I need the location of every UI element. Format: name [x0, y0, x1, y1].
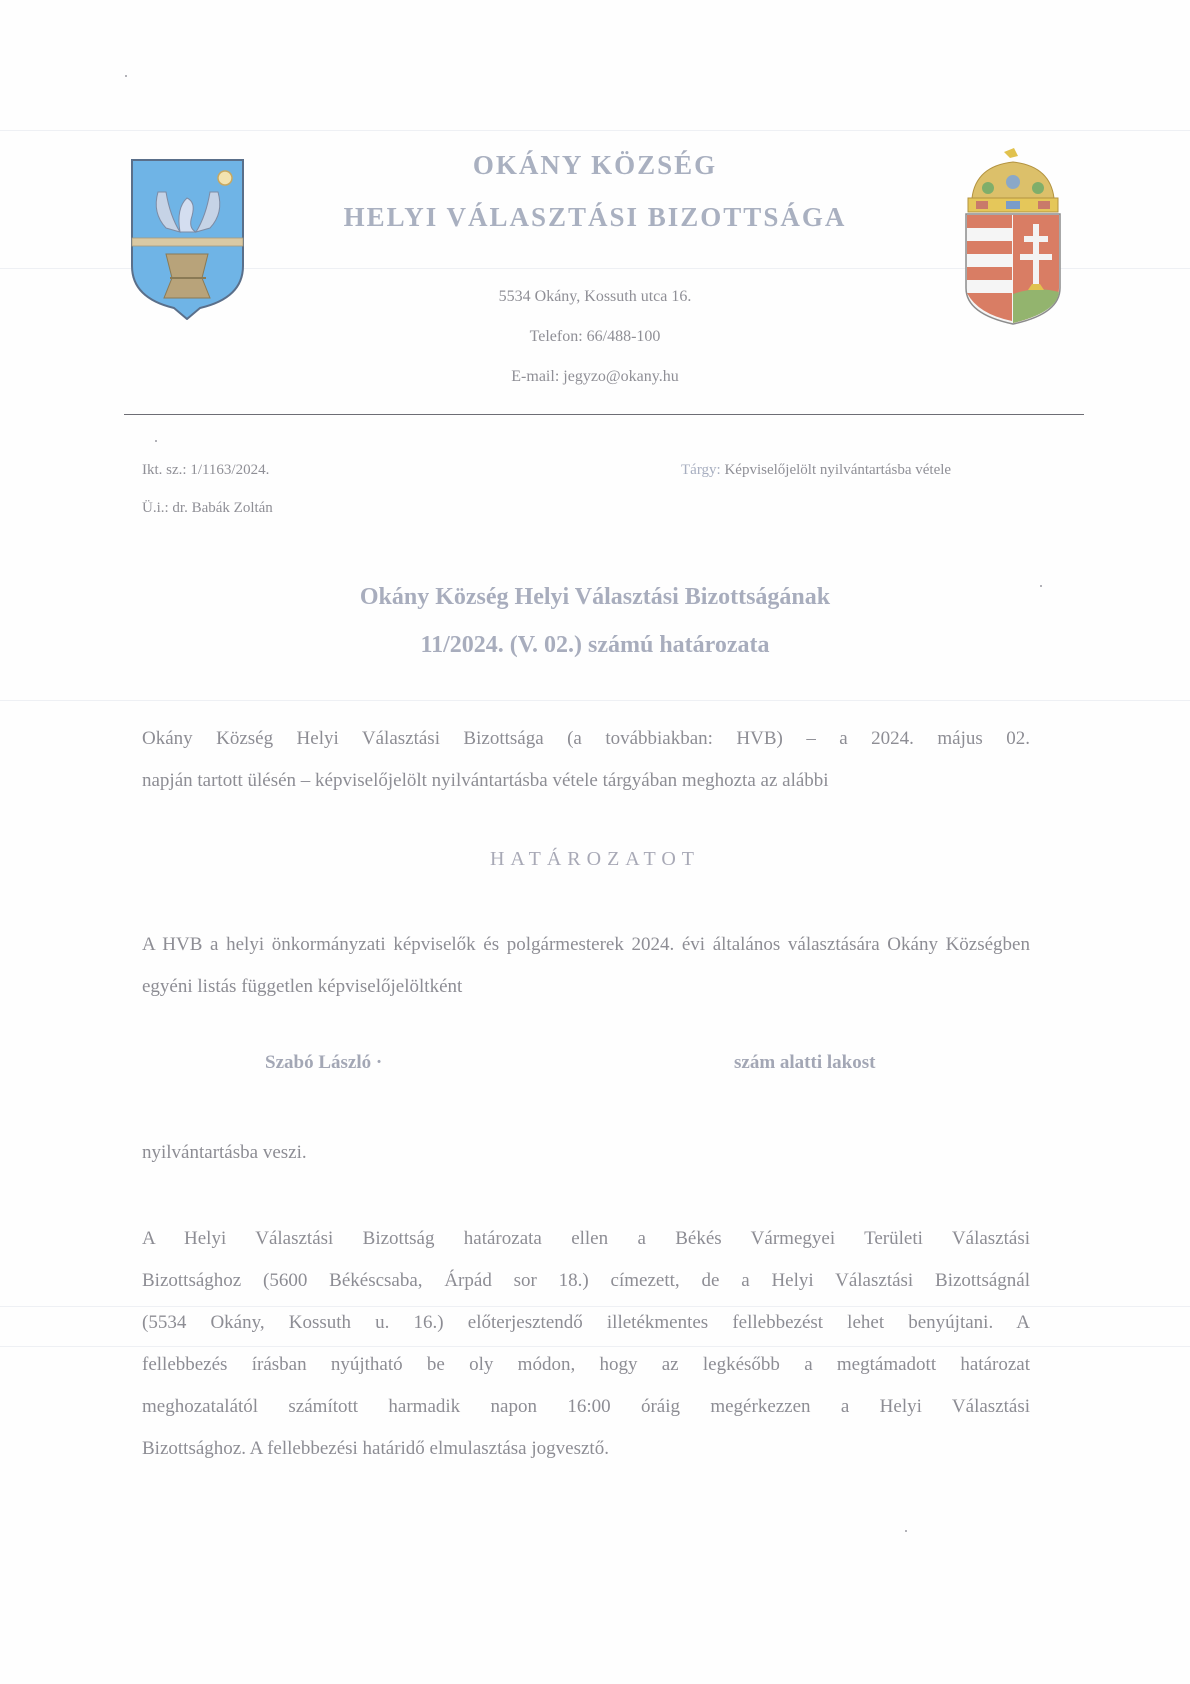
subject-value: Képviselőjelölt nyilvántartásba vétele — [724, 462, 952, 478]
file-number: Ikt. sz.: 1/1163/2024. — [142, 462, 270, 478]
case-officer: Ü.i.: dr. Babák Zoltán — [142, 500, 273, 516]
intro-paragraph — [142, 718, 1030, 802]
intro-line: napján tartott ülésén – képviselőjelölt nyilvántartásba vétele tárgyában meghozta az alábbi — [142, 770, 829, 791]
candidate-name: Szabó László · — [265, 1052, 383, 1073]
decision-title: Okány Község Helyi Választási Bizottságának — [359, 584, 831, 610]
scan-artifact — [0, 700, 1190, 701]
scan-speck — [125, 75, 127, 77]
phone: Telefon: 66/488-100 — [529, 328, 661, 345]
scan-speck — [155, 440, 157, 442]
scan-speck — [1040, 585, 1042, 587]
remedy-line: Bizottsághoz (5600 Békéscsaba, Árpád sor 18.) címezett, de a Helyi Választási Bizottságnál — [142, 1270, 1030, 1291]
address: 5534 Okány, Kossuth utca 16. — [498, 288, 692, 305]
decision-paragraph: A HVB a helyi önkormányzati képviselők és polgármesterek 2024. évi általános választására Okány Községben egyéni listás független képviselőjelöltként — [142, 934, 1030, 997]
remedy-line: Bizottsághoz. A fellebbezési határidő elmulasztása jogvesztő. — [142, 1438, 609, 1459]
decision-heading: HATÁROZATOT — [489, 848, 701, 870]
remedy-line: meghozatalától számított harmadik napon 16:00 óráig megérkezzen a Helyi Választási — [142, 1396, 1030, 1417]
scan-artifact — [0, 130, 1190, 131]
email: E-mail: jegyzo@okany.hu — [511, 368, 679, 385]
registration-statement: nyilvántartásba veszi. — [142, 1142, 307, 1163]
organization-subtitle: HELYI VÁLASZTÁSI BIZOTTSÁGA — [343, 202, 847, 232]
remedy-line: A Helyi Választási Bizottság határozata ellen a Békés Vármegyei Területi Választási — [142, 1228, 1030, 1249]
subject — [681, 462, 951, 479]
legal-remedy-paragraph — [142, 1218, 1030, 1470]
intro-line: Okány Község Helyi Választási Bizottsága (a továbbiakban: HVB) – a 2024. május 02. — [142, 728, 1030, 749]
candidate-address-suffix: szám alatti lakost — [734, 1052, 876, 1073]
remedy-line: (5534 Okány, Kossuth u. 16.) előterjesztendő illetékmentes fellebbezést lehet benyújtani. A — [142, 1312, 1030, 1333]
hungary-coat-of-arms-icon — [958, 148, 1068, 326]
remedy-line: fellebbezés írásban nyújtható be oly módon, hogy az legkésőbb a megtámadott határozat — [142, 1354, 1030, 1375]
decision-number: 11/2024. (V. 02.) számú határozata — [420, 632, 770, 658]
subject-label: Tárgy: — [681, 462, 721, 478]
header-divider — [124, 414, 1084, 415]
organization-name: OKÁNY KÖZSÉG — [472, 150, 718, 180]
scan-speck — [905, 1530, 907, 1532]
